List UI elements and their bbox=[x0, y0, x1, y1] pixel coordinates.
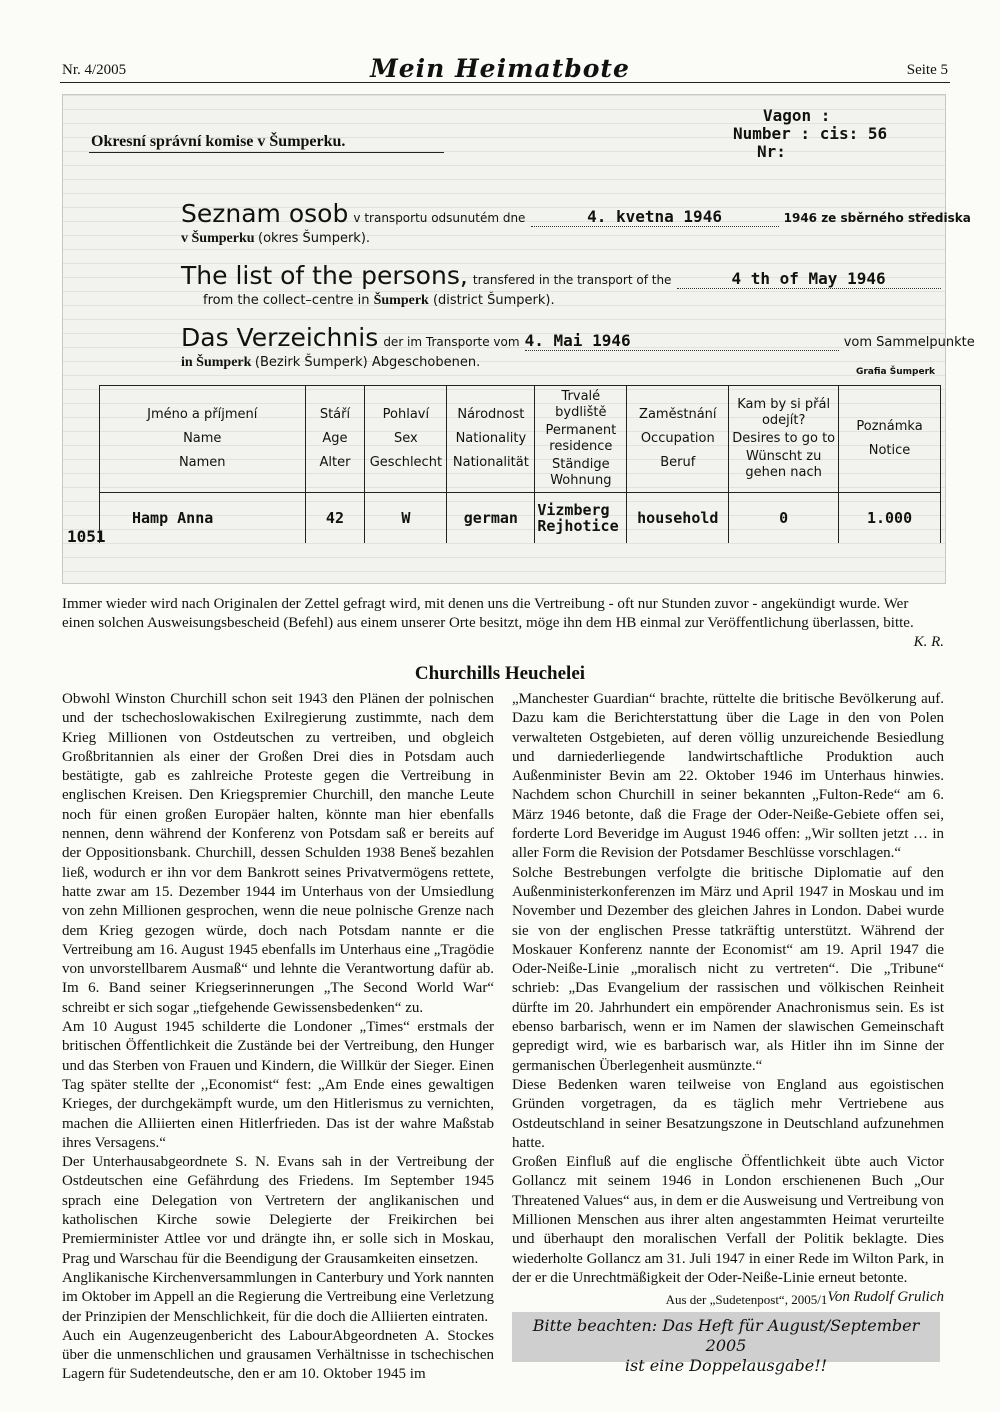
image-caption bbox=[62, 595, 944, 652]
col-header-notice: Poznámka Notice bbox=[839, 386, 941, 493]
english-heading bbox=[181, 261, 941, 290]
german-date: 4. Mai 1946 bbox=[525, 331, 839, 351]
person-table bbox=[99, 385, 941, 583]
col-header-nationality: Národnost Nationality Nationalität bbox=[447, 386, 535, 493]
table-header-row bbox=[100, 386, 941, 493]
notice-line-2: ist eine Doppelausgabe!! bbox=[624, 1356, 828, 1375]
english-line-2 bbox=[203, 293, 555, 309]
col-header-name: Jméno a příjmení Name Namen bbox=[100, 386, 306, 493]
col-header-occupation: Zaměstnání Occupation Beruf bbox=[627, 386, 729, 493]
office-title: Okresní správní komise v Šumperku. bbox=[91, 133, 346, 150]
paragraph: Am 10 August 1945 schilderte die Londoner „Times“ erstmals der britischen Öffentlichkeit die Zustände bei der Vertreibung, den Hunger und das Sterben von Frauen und Kindern, die Willkür der Sieger. Einen Tag später stellte der ,,Economist“ fest: „Am Ende eines gewaltigen Krieges, der durchgekämpft wurde, um den Hitlerismus zu vernichten, machen die Alliierten einen Hitlerfrieden. Das ist der wahre Maßstab ihres Versagens.“ bbox=[62, 1019, 494, 1151]
caption-signature: K. R. bbox=[913, 634, 944, 650]
article-column-left bbox=[62, 690, 494, 1385]
german-town: in Šumperk bbox=[181, 355, 252, 370]
english-district: (district Šumperk). bbox=[432, 293, 555, 308]
english-title: The list of the persons, bbox=[181, 261, 468, 290]
czech-subtitle: v transportu odsunutém dne bbox=[353, 211, 526, 225]
transport-document bbox=[62, 94, 975, 584]
czech-heading bbox=[181, 199, 971, 228]
paragraph: „Manchester Guardian“ brachte, rüttelte die britische Bevölkerung auf. Dazu kam die Berichterstattung über die Lage in den von Polen verwalteten Ostgebieten, auf deren völlig unzureichende Besiedlung und darniederliegende landwirtschaftliche Produktion auch Außenminister Bevin am 22. Oktober 1946 im Unterhaus hinwies. Nachdem schon Churchill in seiner bekannten „Fulton-Rede“ am 6. März 1946 betonte, daß die Frage der Oder-Neiße-Gebiete offen sei, forderte Lord Beveridge im August 1946 offen: „Wir sollten jetzt … in aller Form die Revision der Potsdamer Beschlüsse vorschlagen.“ bbox=[512, 691, 944, 862]
issue-number: Nr. 4/2005 bbox=[62, 62, 127, 78]
czech-title: Seznam osob bbox=[181, 199, 349, 228]
german-district: (Bezirk Šumperk) Abgeschobenen. bbox=[254, 355, 481, 370]
cell-residence: Vizmberg Rejhotice bbox=[535, 493, 627, 544]
czech-line-2 bbox=[181, 231, 370, 247]
wagon-line-2: Number : cis: 56 bbox=[733, 124, 888, 143]
article-author: Von Rudolf Grulich bbox=[827, 1289, 944, 1306]
header-rule bbox=[60, 82, 950, 83]
german-title: Das Verzeichnis bbox=[181, 323, 379, 352]
paragraph: Diese Bedenken waren teilweise von England aus egoistischen Gründen vorgetragen, da es täglich mehr Vertriebene aus Ostdeutschland in seiner Besatzungszone in Deutschland aufzunehmen hatte. bbox=[512, 1076, 944, 1151]
printer-mark: Grafia Šumperk bbox=[855, 367, 935, 377]
german-line-2 bbox=[181, 355, 480, 371]
col-header-residence: Trvalé bydliště Permanent residence Ständige Wohnung bbox=[535, 386, 627, 493]
czech-end: 1946 ze sběrného střediska bbox=[783, 211, 971, 225]
german-heading bbox=[181, 323, 975, 352]
czech-date: 4. kvetna 1946 bbox=[531, 207, 779, 227]
cell-desires: 0 bbox=[729, 493, 839, 544]
english-town: Šumperk bbox=[373, 293, 429, 308]
english-date: 4 th of May 1946 bbox=[677, 269, 941, 289]
cell-notice: 1.000 bbox=[839, 493, 941, 544]
page-number: Seite 5 bbox=[906, 62, 948, 78]
notice-box bbox=[512, 1312, 940, 1375]
table-row bbox=[100, 493, 941, 544]
english-subtitle: transfered in the transport of the bbox=[472, 273, 672, 287]
office-underline bbox=[89, 152, 444, 153]
paragraph: Obwohl Winston Churchill schon seit 1943 den Plänen der polnischen und der tschechoslowakischen Exilregierung zustimmte, nach dem Krieg Millionen von Ostdeutschen zu vertreiben, und obgleich Großbritannien als einer der Großen Drei dies in Potsdam auch bestätigte, gab es zahlreiche Proteste gegen die Vertreibung in englischen Kreisen. Den Kriegspremier Churchill, den manche Leute noch für einen großen Europäer halten, könnte man hier ebenfalls nennen, denn während der Konferenz von Potsdam saß er bereits auf der Oppositionsbank. Churchill, dessen Schulden 1938 Beneš bezahlen ließ, wodurch er ihn vor dem Bankrott seines Privatvermögens rettete, hatte zwar am 15. Dezember 1944 im Unterhaus von der Umsiedlung von zehn Millionen gesprochen, wenn die neue polnische Grenze nach dem Krieg gezogen würde, doch nach Potsdam nannte er die Vertreibung am 16. August 1945 ebenfalls im Unterhaus eine „Tragödie von unvorstellbarem Ausmaß“ und lehnte die Verantwortung dafür ab. Im 6. Band seiner Kriegserinnerungen „The Second World War“ schreibt er sich sogar „tiefgehende Gewissensbedenken“ zu. bbox=[62, 691, 494, 1016]
paragraph: Der Unterhausabgeordnete S. N. Evans sah in der Vertreibung der Ostdeutschen eine Gefährdung des Friedens. Im September 1945 sprach eine Delegation von Vertretern der anglikanischen und katholischen Kirche sowie Delegierte der Freikirchen bei Premierminister Attlee vor und drängte ihn, er solle sich in Moskau, Prag und Warschau für die Beendigung der Grausamkeiten einsetzen. bbox=[62, 1154, 494, 1267]
wagon-line-1: Vagon : bbox=[763, 106, 831, 125]
wagon-line-3: Nr: bbox=[757, 142, 786, 161]
german-subtitle: der im Transporte vom bbox=[383, 335, 520, 349]
cell-name: Hamp Anna bbox=[100, 493, 306, 544]
cell-age: 42 bbox=[305, 493, 365, 544]
article-title: Churchills Heuchelei bbox=[414, 663, 586, 684]
paragraph: Anglikanische Kirchenversammlungen in Canterbury und York nannten im Oktober im Appell an die Regierung die Vertreibung eine Verletzung der Prinzipien der Menschlichkeit, für die doch die Alliierten eintraten. bbox=[62, 1269, 494, 1325]
paragraph: Großen Einfluß auf die englische Öffentlichkeit übte auch Victor Gollancz mit seinem 1946 in London erschienenen Buch „Our Threatened Values“ aus, in dem er die Ausweisung und Vertreibung von Millionen Menschen aus ihrer alten angestammten Heimat verurteilte und überhaupt den moralischen Verfall der Politik beklagte. Dies wiederholte Gollancz am 31. Juli 1947 in einer Rede im Wilton Park, in der er die Unrechtmäßigkeit der Oder-Neiße-Linie erneut betonte. Von Rudolf Grulich bbox=[512, 1153, 944, 1288]
notice-line-1: Bitte beachten: Das Heft für August/September 2005 bbox=[532, 1316, 920, 1355]
article-source: Aus der „Sudetenpost“, 2005/1 bbox=[665, 1292, 828, 1308]
row-number: 1051 bbox=[67, 527, 106, 546]
col-header-age: Stáří Age Alter bbox=[305, 386, 365, 493]
czech-town: v Šumperku bbox=[181, 231, 255, 246]
cell-nationality: german bbox=[447, 493, 535, 544]
wagon-number-block bbox=[703, 107, 887, 161]
col-header-desires: Kam by si přál odejít? Desires to go to Wünscht zu gehen nach bbox=[729, 386, 839, 493]
caption-text: Immer wieder wird nach Originalen der Zettel gefragt wird, mit denen uns die Vertreibung - oft nur Stunden zuvor - angekündigt wurde. Wer einen solchen Ausweisungsbescheid (Befehl) aus einem unserer Orte besitzt, möge ihn dem HB einmal zur Veröffentlichung überlassen, bitte. bbox=[62, 596, 914, 631]
masthead: Mein Heimatbote bbox=[370, 54, 630, 83]
paragraph: Solche Bestrebungen verfolgte die britische Diplomatie auf den Außenministerkonferenzen im März und April 1947 in Moskau und im November und Dezember des gleichen Jahres in London. Dabei wurde sie von der englischen Presse tatkräftig unterstützt. Während der Moskauer Konferenz nannte der Economist“ am 19. April 1947 die Oder-Neiße-Linie „moralisch nicht zu vertreten“. Die „Tribune“ schrieb: „Das Evangelium der rassischen und völkischen Reinheit dürfte im 20. Jahrhundert ein empörender Anachronismus sein. Es ist ebenso barbarisch, wenn er im Namen der slawischen Gemeinschaft gepredigt wird, wie es barbarisch war, als Hitler ihn im Sinne der germanischen Überlegenheit ausmünzte.“ bbox=[512, 864, 944, 1074]
cell-occupation: household bbox=[627, 493, 729, 544]
czech-district: (okres Šumperk). bbox=[258, 231, 371, 246]
cell-sex: W bbox=[365, 493, 447, 544]
english-collect: from the collect–centre in bbox=[203, 293, 370, 308]
col-header-sex: Pohlaví Sex Geschlecht bbox=[365, 386, 447, 493]
article-column-right bbox=[512, 690, 944, 1310]
german-end: vom Sammelpunkte bbox=[843, 335, 975, 350]
paragraph: Auch ein Augenzeugenbericht des LabourAbgeordneten A. Stockes über die unmenschlichen und grausamen Verhältnisse in tschechischen Lagern für Sudetendeutsche, den er am 10. Oktober 1945 im bbox=[62, 1327, 494, 1383]
